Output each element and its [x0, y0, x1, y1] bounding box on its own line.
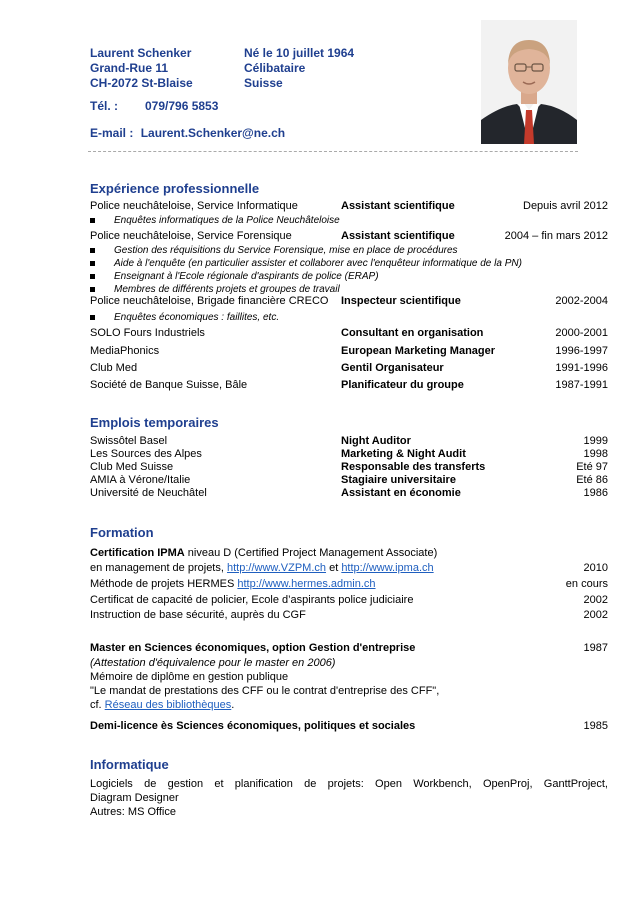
section-title-experience: Expérience professionnelle — [90, 181, 260, 196]
experience-row: Police neuchâteloise, Service Informatique Assistant scientifique Depuis avril 2012 — [90, 200, 608, 212]
demi-licence-line: Demi-licence ès Sciences économiques, politiques et sociales 1985 — [90, 720, 608, 732]
ipma-line-1: Certification IPMA niveau D (Certified Project Management Associate) — [90, 547, 438, 559]
phone-number: 079/796 5853 — [145, 99, 219, 113]
contact-block — [90, 46, 240, 91]
email-line — [90, 126, 285, 141]
phone-label: Tél. : — [90, 99, 119, 113]
experience-row: Club Med Gentil Organisateur 1991-1996 — [90, 362, 608, 374]
email-address[interactable]: Laurent.Schenker@ne.ch — [140, 126, 286, 140]
experience-row: SOLO Fours Industriels Consultant en organisation 2000-2001 — [90, 327, 608, 339]
temp-row: Club Med Suisse Responsable des transferts Eté 97 — [90, 461, 608, 473]
temp-row: AMIA à Vérone/Italie Stagiaire universitaire Eté 86 — [90, 474, 608, 486]
vzpm-link[interactable]: http://www.VZPM.ch — [226, 562, 327, 574]
ipma-line-2: en management de projets, http://www.VZPM.ch et http://www.ipma.ch 2010 — [90, 562, 608, 574]
ipma-link[interactable]: http://www.ipma.ch — [341, 562, 434, 574]
portrait-illustration — [481, 20, 577, 144]
section-title-formation: Formation — [90, 525, 154, 540]
temp-row: Les Sources des Alpes Marketing & Night Audit 1998 — [90, 448, 608, 460]
street: Grand-Rue 11 — [90, 61, 169, 75]
city: CH-2072 St-Blaise — [90, 76, 193, 90]
nationality: Suisse — [244, 76, 283, 90]
hermes-link[interactable]: http://www.hermes.admin.ch — [237, 578, 376, 590]
marital-status: Célibataire — [244, 61, 306, 75]
library-link[interactable]: Réseau des bibliothèques — [104, 699, 232, 711]
experience-row: MediaPhonics European Marketing Manager 1996-1997 — [90, 345, 608, 357]
section-title-temp: Emplois temporaires — [90, 415, 219, 430]
temp-row: Université de Neuchâtel Assistant en économie 1986 — [90, 487, 608, 499]
portrait-photo — [481, 20, 577, 144]
security-line: Instruction de base sécurité, auprès du CGF 2002 — [90, 609, 608, 621]
birth-date: Né le 10 juillet 1964 — [244, 46, 355, 60]
full-name: Laurent Schenker — [90, 46, 192, 60]
personal-block — [244, 46, 444, 91]
master-line: Master en Sciences économiques, option Gestion d'entreprise 1987 — [90, 642, 608, 654]
it-details: Logiciels de gestion et planification de projets: Open Workbench, OpenProj, GanttProject, Diagram Designer Autres: MS Office — [90, 778, 608, 818]
temp-row: Swissôtel Basel Night Auditor 1999 — [90, 435, 608, 447]
hermes-line: Méthode de projets HERMES http://www.hermes.admin.ch en cours — [90, 578, 608, 590]
experience-row: Police neuchâteloise, Service Forensique Assistant scientifique 2004 – fin mars 2012 — [90, 230, 608, 242]
experience-row: Société de Banque Suisse, Bâle Planificateur du groupe 1987-1991 — [90, 379, 608, 391]
section-title-it: Informatique — [90, 757, 169, 772]
experience-row: Police neuchâteloise, Brigade financière CRECO Inspecteur scientifique 2002-2004 — [90, 295, 608, 307]
police-cert-line: Certificat de capacité de policier, Ecole d’aspirants police judiciaire 2002 — [90, 594, 608, 606]
master-details: (Attestation d'équivalence pour le master en 2006) Mémoire de diplôme en gestion publique "Le mandat de prestations des CFF ou le contrat d'entreprise des CFF", cf. Réseau des bibliothèques. — [90, 657, 440, 711]
phone-line — [90, 99, 219, 114]
header-divider — [88, 151, 578, 152]
email-label: E-mail : — [90, 126, 134, 140]
